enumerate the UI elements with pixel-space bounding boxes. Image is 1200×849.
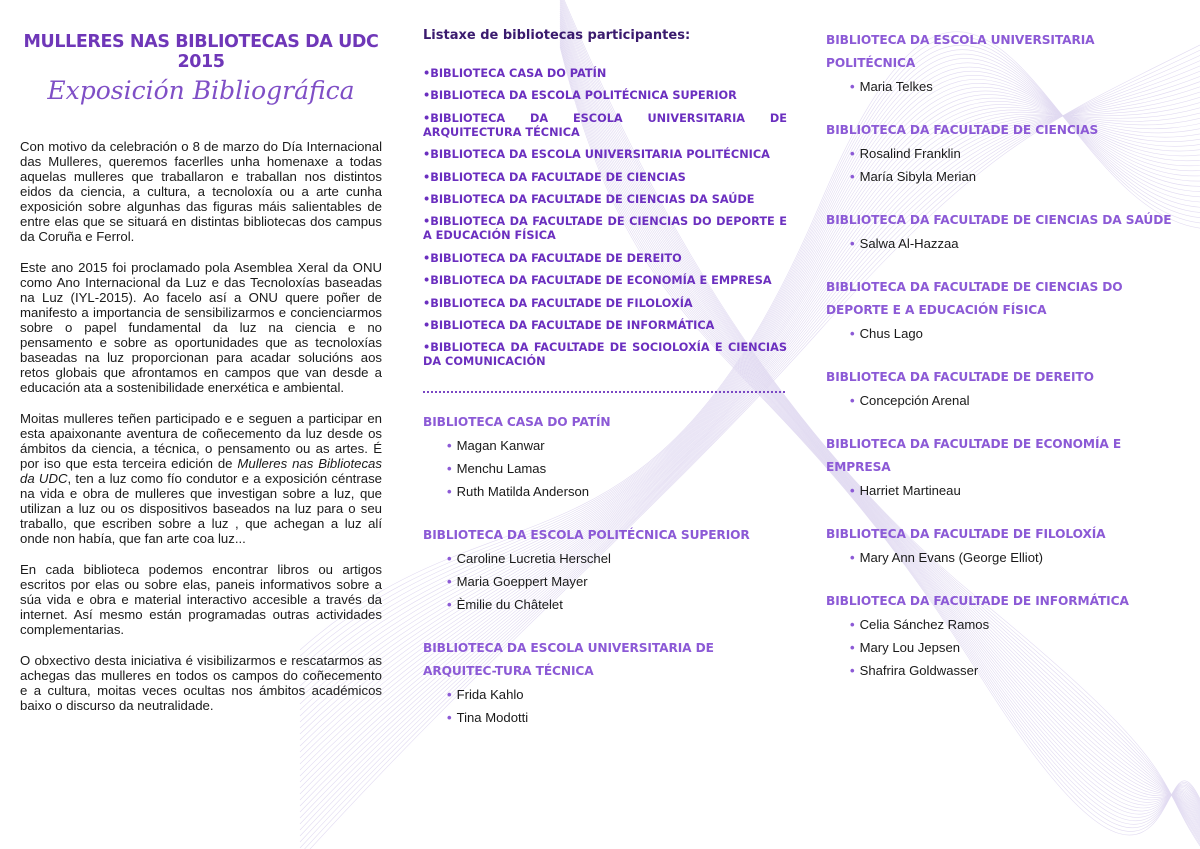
women-names-list — [826, 142, 1186, 188]
exhibition-name: Mulleres nas Bibliotecas da UDC — [20, 456, 382, 486]
woman-name-item — [447, 480, 787, 503]
women-names-list — [826, 479, 1186, 502]
woman-name: Mary Lou Jepsen — [859, 640, 961, 655]
intro-paragraph-4: En cada biblioteca podemos encontrar libros ou artigos escritos por elas ou sobre elas, paneis informativos sobre a súa vida e obra e material interactivo accesible a través da internet. Así mesmo están programadas outras actividades complementarias. — [20, 562, 382, 637]
intro-paragraph-3 — [20, 411, 382, 546]
woman-name: María Sibyla Merian — [859, 169, 977, 184]
library-section — [826, 209, 1186, 255]
woman-name-item — [447, 547, 787, 570]
women-names-list — [826, 232, 1186, 255]
woman-name: Concepción Arenal — [859, 393, 970, 408]
woman-name: Rosalind Franklin — [859, 146, 961, 161]
participant-library-item: •BIBLIOTECA DA FACULTADE DE FILOLOXÍA — [423, 296, 693, 310]
bullet-icon: • — [447, 710, 452, 726]
woman-name: Mary Ann Evans (George Elliot) — [859, 550, 1043, 565]
woman-name-item — [850, 546, 1186, 569]
library-section — [423, 524, 787, 616]
participant-library-item: •BIBLIOTECA CASA DO PATÍN — [423, 67, 607, 80]
women-names-list — [423, 434, 787, 503]
library-section-heading: BIBLIOTECA DA ESCOLA UNIVERSITARIA POLITÉCNICA — [826, 33, 1095, 70]
women-names-list — [826, 75, 1186, 98]
participant-library-item: •BIBLIOTECA DA FACULTADE DE ECONOMÍA E EMPRESA — [423, 274, 772, 288]
women-names-list — [826, 322, 1186, 345]
library-sections-col3 — [826, 29, 1186, 703]
library-section-heading: BIBLIOTECA CASA DO PATÍN — [423, 415, 611, 430]
bullet-icon: • — [850, 236, 855, 251]
participant-library-item: •BIBLIOTECA DA ESCOLA UNIVERSITARIA POLITÉCNICA — [423, 148, 770, 162]
woman-name: Ruth Matilda Anderson — [456, 484, 590, 500]
intro-paragraph-2: Este ano 2015 foi proclamado pola Asemblea Xeral da ONU como Ano Internacional da Luz e das Tecnoloxías baseadas na Luz (IYL-2015). Ao facelo así a ONU quere poñer de manifesto a importancia de sensibilizarmos e concienciarmos sobre o papel fundamental da luz na ciencia e no pensamento e sobre as oportunidades que as tecnoloxías baseadas na luz proporcionan para acadar solucións aos retos globais que afrontamos en campos que van desde a educación ata a sostenibilidade enerxética e ambiental. — [20, 260, 382, 395]
woman-name: Celia Sánchez Ramos — [859, 617, 990, 632]
woman-name-item — [447, 706, 787, 729]
library-sections-col2 — [423, 411, 787, 729]
woman-name-item — [850, 75, 1186, 98]
women-names-list — [826, 613, 1186, 682]
library-section-heading: BIBLIOTECA DA FACULTADE DE DEREITO — [826, 370, 1094, 384]
bullet-icon: • — [850, 550, 855, 565]
bullet-icon: • — [850, 146, 855, 161]
bullet-icon: • — [447, 484, 452, 500]
library-section-heading: BIBLIOTECA DA FACULTADE DE CIENCIAS — [826, 123, 1099, 137]
woman-name-item — [447, 434, 787, 457]
library-section-heading: BIBLIOTECA DA FACULTADE DE INFORMÁTICA — [826, 594, 1129, 608]
participant-library-item: •BIBLIOTECA DA ESCOLA POLITÉCNICA SUPERIOR — [423, 89, 737, 103]
woman-name-item — [447, 593, 787, 616]
library-section-heading: BIBLIOTECA DA FACULTADE DE FILOLOXÍA — [826, 527, 1106, 541]
bullet-icon: • — [850, 483, 855, 498]
woman-name-item — [850, 389, 1186, 412]
woman-name-item — [850, 165, 1186, 188]
participant-library-item: •BIBLIOTECA DA ESCOLA UNIVERSITARIA DE ARQUITECTURA TÉCNICA — [423, 111, 787, 139]
bullet-icon: • — [850, 79, 855, 94]
bullet-icon: • — [850, 326, 855, 341]
woman-name-item — [850, 232, 1186, 255]
bullet-icon: • — [850, 640, 855, 655]
dotted-divider — [423, 391, 785, 393]
intro-paragraph-3-start: Moitas mulleres teñen participado e e seguen a participar en esta apaixonante aventura de coñecemento da luz desde os ámbitos da ciencia, a técnica, o pensamento ou as artes. É por iso que esta terceira edición de — [20, 411, 382, 471]
library-section — [826, 590, 1186, 682]
woman-name-item — [850, 322, 1186, 345]
library-section-heading: BIBLIOTECA DA ESCOLA POLITÉCNICA SUPERIOR — [423, 528, 750, 543]
woman-name: Magan Kanwar — [456, 438, 545, 454]
woman-name-item — [850, 142, 1186, 165]
woman-name-item — [850, 479, 1186, 502]
page-subtitle: Exposición Bibliográfica — [47, 76, 355, 105]
participant-library-item: •BIBLIOTECA DA FACULTADE DE CIENCIAS DA SAÚDE — [423, 192, 755, 206]
bullet-icon: • — [447, 574, 452, 590]
intro-paragraph-5: O obxectivo desta iniciativa é visibilizarmos e rescatarmos as achegas das mulleres en todos os campos do coñecemento e a cultura, moitas veces ocultas nos ámbitos académicos baixo o discurso da neutralidade. — [20, 653, 382, 713]
participant-library-item: •BIBLIOTECA DA FACULTADE DE CIENCIAS — [423, 170, 686, 184]
women-names-list — [826, 389, 1186, 412]
woman-name: Salwa Al-Hazzaa — [859, 236, 959, 251]
woman-name: Maria Telkes — [859, 79, 933, 94]
bullet-icon: • — [447, 687, 452, 703]
bullet-icon: • — [850, 617, 855, 632]
woman-name: Harriet Martineau — [859, 483, 961, 498]
women-names-list — [423, 547, 787, 616]
library-section-heading: BIBLIOTECA DA ESCOLA UNIVERSITARIA DE ARQUITEC-TURA TÉCNICA — [423, 641, 714, 679]
library-section — [423, 637, 787, 729]
library-section-heading: BIBLIOTECA DA FACULTADE DE CIENCIAS DO DEPORTE E A EDUCACIÓN FÍSICA — [826, 280, 1123, 317]
library-section — [423, 411, 787, 503]
library-section-heading: BIBLIOTECA DA FACULTADE DE ECONOMÍA E EMPRESA — [826, 437, 1122, 474]
library-section — [826, 119, 1186, 188]
woman-name: Menchu Lamas — [456, 461, 547, 477]
participants-heading: Listaxe de bibliotecas participantes: — [423, 28, 691, 43]
woman-name-item — [447, 457, 787, 480]
participants-list — [423, 67, 787, 369]
participant-library-item: •BIBLIOTECA DA FACULTADE DE CIENCIAS DO DEPORTE E A EDUCACIÓN FÍSICA — [423, 215, 787, 243]
bullet-icon: • — [850, 393, 855, 408]
woman-name: Caroline Lucretia Herschel — [456, 551, 611, 567]
bullet-icon: • — [850, 663, 855, 678]
participant-library-item: •BIBLIOTECA DA FACULTADE DE DEREITO — [423, 251, 682, 265]
woman-name: Tina Modotti — [456, 710, 529, 726]
woman-name: Shafrira Goldwasser — [859, 663, 979, 678]
woman-name: Maria Goeppert Mayer — [456, 574, 588, 590]
woman-name-item — [850, 659, 1186, 682]
woman-name-item — [850, 636, 1186, 659]
woman-name-item — [447, 683, 787, 706]
library-section — [826, 366, 1186, 412]
intro-paragraph-1: Con motivo da celebración o 8 de marzo do Día Internacional das Mulleres, queremos facerlles unha homenaxe a todas aquelas mulleres que traballaron e traballan nos distintos eidos da ciencia, a cultura, a tecnoloxía ou a arte cunha exposición sobre algunhas das figuras máis salientables de entre elas que se situará en distintas bibliotecas dos campus da Coruña e Ferrol. — [20, 139, 382, 244]
library-section — [826, 523, 1186, 569]
library-section — [826, 29, 1186, 98]
bullet-icon: • — [447, 551, 452, 567]
woman-name: Èmilie du Châtelet — [456, 597, 563, 613]
intro-paragraph-3-end: , ten a luz como fío condutor e a exposición céntrase na vida e obra de mulleres que investigan sobre a luz, que utilizan a luz ou os dispositivos baseados na luz para o seu traballo, que escriben sobre a luz , que achegan a luz alí onde non había, que fan arte coa luz... — [20, 471, 382, 546]
participant-library-item: •BIBLIOTECA DA FACULTADE DE INFORMÁTICA — [423, 318, 715, 332]
bullet-icon: • — [447, 438, 452, 454]
library-section — [826, 433, 1186, 502]
library-section-heading: BIBLIOTECA DA FACULTADE DE CIENCIAS DA SAÚDE — [826, 213, 1172, 227]
woman-name: Chus Lago — [859, 326, 923, 341]
library-section — [826, 276, 1186, 345]
page-title: MULLERES NAS BIBLIOTECAS DA UDC 2015 — [23, 32, 379, 72]
intro-column — [20, 32, 382, 729]
women-names-list — [423, 683, 787, 729]
woman-name-item — [447, 570, 787, 593]
bullet-icon: • — [447, 597, 452, 613]
library-sections-list-col3 — [826, 29, 1186, 682]
participants-column — [423, 28, 787, 750]
woman-name-item — [850, 613, 1186, 636]
bullet-icon: • — [850, 169, 855, 184]
participant-library-item: •BIBLIOTECA DA FACULTADE DE SOCIOLOXÍA E CIENCIAS DA COMUNICACIÓN — [423, 341, 787, 369]
bullet-icon: • — [447, 461, 452, 477]
women-names-list — [826, 546, 1186, 569]
woman-name: Frida Kahlo — [456, 687, 524, 703]
